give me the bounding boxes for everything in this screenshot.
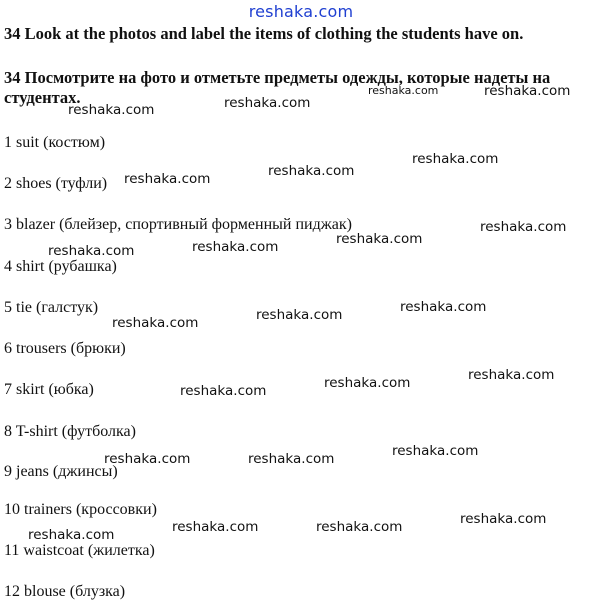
- watermark: reshaka.com: [112, 315, 199, 331]
- heading-russian: 34 Посмотрите на фото и отметьте предметы одежды, которые надеты на студентах.: [4, 68, 551, 107]
- list-item: 6 trousers (брюки): [4, 340, 126, 357]
- watermark: reshaka.com: [468, 367, 555, 383]
- list-item: 3 blazer (блейзер, спортивный форменный пиджак): [4, 216, 352, 233]
- watermark: reshaka.com: [336, 231, 423, 247]
- watermark-header: reshaka.com: [248, 2, 354, 21]
- watermark: reshaka.com: [316, 519, 403, 535]
- watermark: reshaka.com: [124, 171, 211, 187]
- watermark: reshaka.com: [268, 163, 355, 179]
- list-item: 2 shoes (туфли): [4, 175, 108, 192]
- watermark: reshaka.com: [248, 451, 335, 467]
- watermark: reshaka.com: [28, 527, 115, 543]
- watermark: reshaka.com: [192, 239, 279, 255]
- heading-english: 34 Look at the photos and label the items of clothing the students have on.: [4, 24, 524, 43]
- watermark: reshaka.com: [480, 219, 567, 235]
- watermark: reshaka.com: [412, 151, 499, 167]
- watermark: reshaka.com: [400, 299, 487, 315]
- list-item: 12 blouse (блузка): [4, 583, 126, 600]
- watermark: reshaka.com: [68, 102, 155, 118]
- watermark: reshaka.com: [392, 443, 479, 459]
- list-item: 10 trainers (кроссовки): [4, 501, 157, 518]
- list-item: 7 skirt (юбка): [4, 381, 94, 398]
- watermark: reshaka.com: [484, 83, 571, 99]
- list-item: 1 suit (костюм): [4, 134, 106, 151]
- watermark: reshaka.com: [256, 307, 343, 323]
- watermark: reshaka.com: [224, 95, 311, 111]
- list-item: 8 T-shirt (футболка): [4, 423, 136, 440]
- watermark: reshaka.com: [104, 451, 191, 467]
- watermark: reshaka.com: [172, 519, 259, 535]
- watermark: reshaka.com: [324, 375, 411, 391]
- watermark: reshaka.com: [180, 383, 267, 399]
- watermark: reshaka.com: [368, 84, 439, 97]
- list-item: 5 tie (галстук): [4, 299, 99, 316]
- list-item: 4 shirt (рубашка): [4, 258, 117, 275]
- watermark: reshaka.com: [460, 511, 547, 527]
- watermark: reshaka.com: [48, 243, 135, 259]
- list-item: 11 waistcoat (жилетка): [4, 542, 155, 559]
- list-item: 9 jeans (джинсы): [4, 463, 118, 480]
